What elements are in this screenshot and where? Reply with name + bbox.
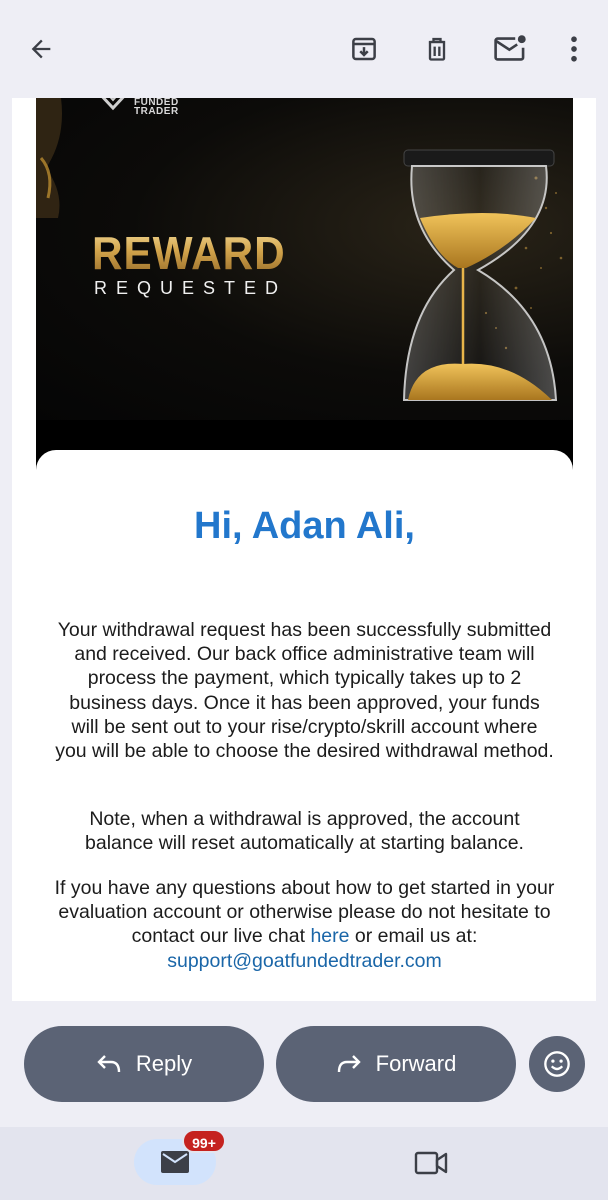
emoji-smile-icon [543,1050,571,1078]
reply-icon [96,1053,122,1075]
trash-icon [423,34,451,64]
archive-button[interactable] [339,24,389,74]
emoji-reaction-button[interactable] [529,1036,585,1092]
banner-subtitle: REQUESTED [94,278,288,298]
body-paragraph-1: Your withdrawal request has been successfully submitted and received. Our back office administrative team will process the payment, which typically takes up to 2 business days. Once it has been approved, your funds will be sent out to your rise/crypto/skrill account where you will be able to choose the desired withdrawal method. [55,619,554,763]
body-paragraph-3 [54,876,555,973]
arrow-back-icon [27,35,55,63]
top-app-bar [0,0,608,98]
live-chat-link[interactable]: here [310,925,350,948]
archive-icon [349,34,379,64]
email-us-text: or email us at: [349,925,478,948]
more-options-button[interactable] [549,24,599,74]
reply-action-bar [0,1001,608,1127]
goat-logo-icon [96,98,130,112]
nav-meet-tab[interactable] [408,1143,454,1183]
unread-count-badge: 99+ [182,1129,226,1153]
logo-text [134,98,179,116]
delete-button[interactable] [412,24,462,74]
logo-line-trader: TRADER [134,106,179,117]
forward-button[interactable] [276,1026,516,1102]
forward-label: Forward [375,1051,457,1076]
mark-unread-button[interactable] [485,24,535,74]
forward-icon [336,1053,362,1075]
reply-label: Reply [135,1051,193,1076]
bottom-navigation [0,1127,608,1200]
video-camera-icon [414,1150,448,1176]
banner-title: REWARD [92,227,286,279]
hourglass-left-image [36,98,96,218]
mark-unread-icon [493,34,527,64]
hourglass-image [346,138,573,420]
contact-text: If you have any questions about how to get started in your evaluation account or otherwise please do not hesitate to contact our live chat [54,877,555,948]
back-button[interactable] [16,24,66,74]
reward-banner-image [36,98,573,420]
logo-line-funded: FUNDED [134,98,179,108]
support-email-link[interactable]: support@goatfundedtrader.com [167,949,442,972]
greeting-heading: Hi, Adan Ali, [194,505,415,547]
nav-mail-tab[interactable] [134,1135,216,1185]
more-vert-icon [570,36,578,62]
mail-icon [160,1150,190,1174]
email-body[interactable] [12,98,596,1001]
message-card [36,450,573,1001]
reply-button[interactable] [24,1026,264,1102]
body-paragraph-2: Note, when a withdrawal is approved, the account balance will reset automatically at starting balance. [85,808,524,855]
